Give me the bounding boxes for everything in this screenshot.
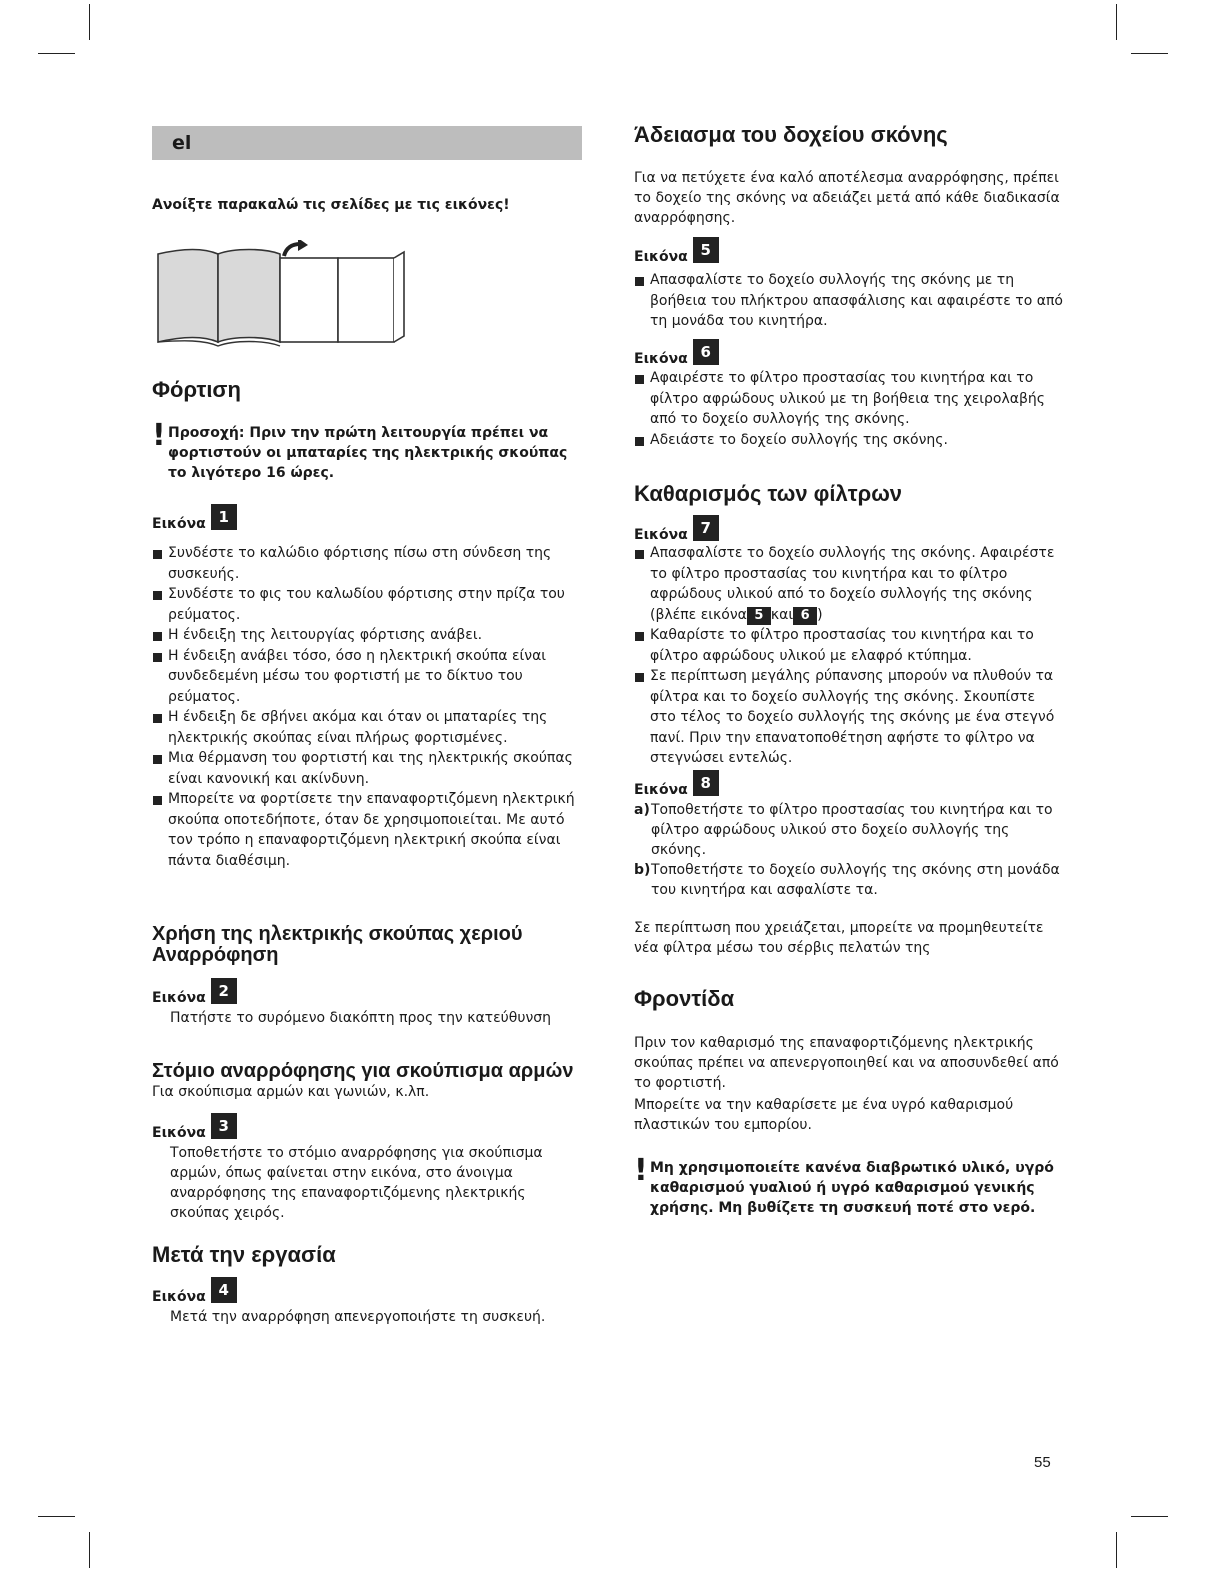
charging-warning-text: Προσοχή: Πριν την πρώτη λειτουργία πρέπει να φορτιστούν οι μπαταρίες της ηλεκτρικής σκούπας το λιγότερο 16 ώρες. [168,425,568,481]
service-note: Σε περίπτωση που χρειάζεται, μπορείτε να προμηθευτείτε νέα φίλτρα μέσω του σέρβις πελατών της [634,920,1044,956]
usage-text: Πατήστε το συρόμενο διακόπτη προς την κατεύθυνση [170,1010,552,1026]
figure-number-badge: 6 [693,339,719,365]
figure-ref-badge: 6 [793,607,817,625]
fig5-steps [634,270,1064,332]
list-item: Σε περίπτωση μεγάλης ρύπανσης μπορούν να πλυθούν τα φίλτρα και το δοχείο συλλογής της σκόνης. Σκουπίστε στο τέλος το δοχείο συλλογής της σκόνης με ένα στεγνό πανί. Πριν την επανατοποθέτηση αφήστε το φίλτρο να στεγνώσει εντελώς. [634,666,1064,769]
list-item: Απασφαλίστε το δοχείο συλλογής της σκόνης. Αφαιρέστε το φίλτρο προστασίας του κινητήρα και το φίλτρο αφρώδους υλικού από το δοχείο συλλογής της σκόνης (βλέπε εικόνα 5 και 6 ) [634,543,1064,625]
list-item: a) Τοποθετήστε το φίλτρο προστασίας του κινητήρα και το φίλτρο αφρώδους υλικού στο δοχείο συλλογής της σκόνης. [634,802,1053,858]
filter-cleaning-steps [634,543,1064,769]
care-warning [634,1153,1064,1218]
figure-label-3: Εικόνα 3 [152,1117,582,1143]
crop-mark [89,1532,90,1568]
list-item: Συνδέστε το φις του καλωδίου φόρτισης στην πρίζα του ρεύματος. [152,584,582,625]
crevice-text: Τοποθετήστε το στόμιο αναρρόφησης για σκούπισμα αρμών, όπως φαίνεται στην εικόνα, στο άνοιγμα αναρρόφησης της επαναφορτιζόμενης ηλεκτρικής σκούπας χειρός. [170,1145,543,1221]
right-column [634,0,1064,1216]
figure-number-badge: 8 [693,770,719,796]
figure-ref-badge: 5 [747,607,771,625]
warning-icon: ! [634,1153,648,1188]
figure-number-badge: 4 [211,1277,237,1303]
after-work-text: Μετά την αναρρόφηση απενεργοποιήστε τη συσκευή. [170,1309,546,1325]
list-item: Αφαιρέστε το φίλτρο προστασίας του κινητήρα και το φίλτρο αφρώδους υλικού με τη βοήθεια της χειρολαβής από το δοχείο συλλογής της σκόνης. [634,368,1064,430]
section-title-charging: Φόρτιση [152,377,241,402]
list-item: Η ένδειξη της λειτουργίας φόρτισης ανάβει. [152,625,582,646]
figure-label-5: Εικόνα 5 [634,241,1064,267]
reassembly-steps [634,800,1064,900]
fig6-steps [634,368,1064,450]
figure-label-2: Εικόνα 2 [152,982,582,1008]
crop-mark [38,1516,75,1517]
section-title-care: Φροντίδα [634,986,735,1011]
warning-icon: ! [152,418,166,453]
page-number: 55 [1034,1454,1051,1471]
figure-number-badge: 3 [211,1113,237,1139]
list-item: Μια θέρμανση του φορτιστή και της ηλεκτρικής σκούπας είναι κανονική και ακίνδυνη. [152,748,582,789]
care-warning-text: Μη χρησιμοποιείτε κανένα διαβρωτικό υλικό, υγρό καθαρισμού γυαλιού ή υγρό καθαρισμού γενικής χρήσης. Μη βυθίζετε τη συσκευή ποτέ στο νερό. [650,1160,1054,1216]
crop-mark [38,53,75,54]
list-item: b) Τοποθετήστε το δοχείο συλλογής της σκόνης στη μονάδα του κινητήρα και ασφαλίστε τα. [634,862,1060,898]
list-item: Η ένδειξη δε σβήνει ακόμα και όταν οι μπαταρίες της ηλεκτρικής σκούπας είναι πλήρως φορτισμένες. [152,707,582,748]
care-text-1: Πριν τον καθαρισμό της επαναφορτιζόμενης ηλεκτρικής σκούπας πρέπει να απενεργοποιηθεί και να αποσυνδεθεί από το φορτιστή. [634,1035,1059,1091]
section-title-after-work: Μετά την εργασία [152,1242,336,1267]
language-tag: el [152,126,582,160]
left-column [152,0,582,1325]
figure-number-badge: 7 [693,515,719,541]
list-item: Απασφαλίστε το δοχείο συλλογής της σκόνης με τη βοήθεια του πλήκτρου απασφάλισης και αφαιρέστε το από τη μονάδα του κινητήρα. [634,270,1064,332]
list-item: Συνδέστε το καλώδιο φόρτισης πίσω στη σύνδεση της συσκευής. [152,543,582,584]
open-pages-note: Ανοίξτε παρακαλώ τις σελίδες με τις εικόνες! [152,197,510,213]
figure-label-4: Εικόνα 4 [152,1281,582,1307]
list-item: Η ένδειξη ανάβει τόσο, όσο η ηλεκτρική σκούπα είναι συνδεδεμένη μέσω του φορτιστή με το δίκτυο του ρεύματος. [152,646,582,708]
figure-label-7: Εικόνα 7 [634,519,1064,545]
list-item: Αδειάστε το δοχείο συλλογής της σκόνης. [634,430,1064,451]
figure-number-badge: 1 [211,504,237,530]
crop-mark [1131,53,1168,54]
list-item: Μπορείτε να φορτίσετε την επαναφορτιζόμενη ηλεκτρική σκούπα οποτεδήποτε, όταν δε χρησιμοποιείται. Με αυτό τον τρόπο η επαναφορτιζόμενη ηλεκτρική σκούπα είναι πάντα διαθέσιμη. [152,789,582,871]
section-title-emptying: Άδειασμα του δοχείου σκόνης [634,122,948,147]
foldout-pages-illustration [154,240,414,348]
crop-mark [1116,4,1117,40]
section-title-crevice-nozzle: Στόμιο αναρρόφησης για σκούπισμα αρμών [152,1060,574,1082]
crop-mark [1131,1516,1168,1517]
list-item: Καθαρίστε το φίλτρο προστασίας του κινητήρα και το φίλτρο αφρώδους υλικού με ελαφρό κτύπημα. [634,625,1064,666]
figure-label-8: Εικόνα 8 [634,774,1064,800]
figure-number-badge: 2 [211,978,237,1004]
section-title-filters: Καθαρισμός των φίλτρων [634,481,903,506]
crevice-subtitle: Για σκούπισμα αρμών και γωνιών, κ.λπ. [152,1084,430,1100]
emptying-intro: Για να πετύχετε ένα καλό αποτέλεσμα αναρρόφησης, πρέπει το δοχείο της σκόνης να αδειάζει μετά από κάθε διαδικασία αναρρόφησης. [634,170,1060,226]
charging-steps [152,543,582,871]
care-text-2: Μπορείτε να την καθαρίσετε με ένα υγρό καθαρισμού πλαστικών του εμπορίου. [634,1097,1014,1133]
figure-number-badge: 5 [693,237,719,263]
section-title-usage: Χρήση της ηλεκτρικής σκούπας χεριού Αναρρόφηση [152,923,523,966]
crop-mark [1116,1532,1117,1568]
figure-label-1: Εικόνα 1 [152,508,582,534]
figure-label-6: Εικόνα 6 [634,343,1064,369]
charging-warning [152,418,582,483]
crop-mark [89,4,90,40]
